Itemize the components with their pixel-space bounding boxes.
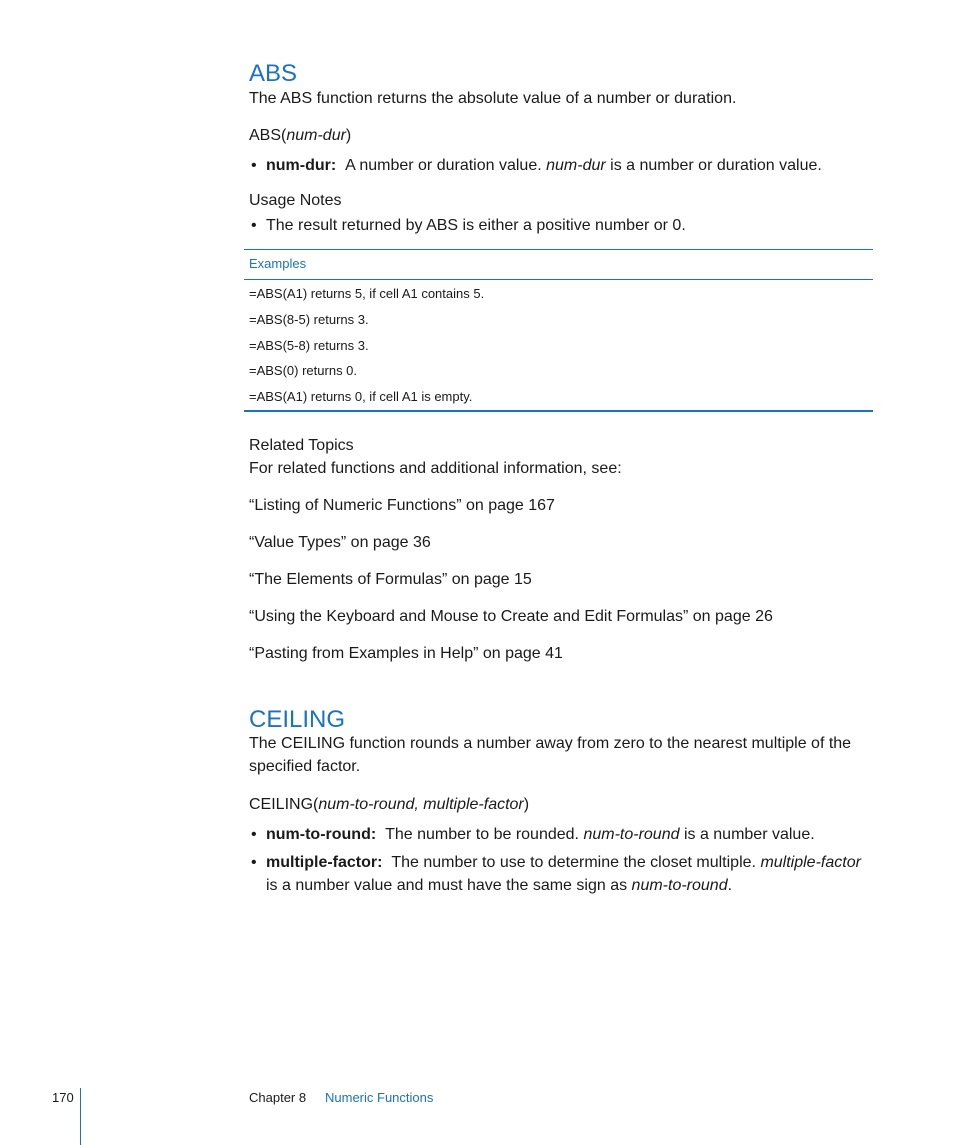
page-number: 170	[52, 1090, 74, 1105]
ceiling-syntax	[249, 793, 529, 816]
bullet-icon: •	[251, 217, 257, 234]
arg-line2-italic: num-to-round	[631, 877, 728, 894]
bullet-icon: •	[251, 157, 257, 174]
ceiling-syntax-name: CEILING	[249, 796, 314, 813]
abs-syntax-close: )	[345, 127, 352, 144]
arg-italic: multiple-factor	[760, 854, 861, 871]
bullet-icon: •	[251, 826, 257, 843]
ceiling-arg-multiple-factor-line2	[266, 874, 732, 897]
related-link[interactable]: “The Elements of Formulas” on page 15	[249, 571, 532, 588]
ceiling-syntax-args: num-to-round, multiple-factor	[318, 796, 524, 813]
ceiling-arg-multiple-factor	[266, 851, 861, 874]
examples-heading: Examples	[249, 256, 307, 271]
ceiling-syntax-close: )	[523, 796, 530, 813]
abs-syntax-args: num-dur	[286, 127, 346, 144]
arg-text: The number to be rounded.	[385, 826, 579, 843]
related-link[interactable]: “Listing of Numeric Functions” on page 167	[249, 497, 555, 514]
example-row: =ABS(5-8) returns 3.	[249, 338, 369, 353]
arg-name: multiple-factor:	[266, 854, 383, 871]
arg-italic: num-dur	[546, 157, 606, 174]
bullet-icon: •	[251, 854, 257, 871]
examples-top-rule	[244, 249, 873, 250]
example-row: =ABS(0) returns 0.	[249, 363, 358, 378]
abs-syntax-open: (	[281, 127, 287, 144]
footer-divider	[80, 1088, 81, 1145]
examples-bottom-rule	[244, 410, 873, 412]
abs-syntax	[249, 124, 351, 147]
arg-name: num-dur:	[266, 157, 337, 174]
abs-heading: ABS	[249, 60, 298, 87]
footer-section: Numeric Functions	[325, 1090, 434, 1105]
arg-italic: num-to-round	[583, 826, 680, 843]
example-row: =ABS(A1) returns 5, if cell A1 contains 5.	[249, 286, 485, 301]
ceiling-description-line1: The CEILING function rounds a number away from zero to the nearest multiple of the	[249, 735, 852, 752]
example-row: =ABS(A1) returns 0, if cell A1 is empty.	[249, 389, 473, 404]
abs-syntax-name: ABS	[249, 127, 282, 144]
example-row: =ABS(8-5) returns 3.	[249, 312, 369, 327]
footer-chapter: Chapter 8	[249, 1090, 307, 1105]
related-topics-heading: Related Topics	[249, 437, 354, 454]
ceiling-syntax-open: (	[313, 796, 319, 813]
arg-rest: is a number value.	[683, 826, 815, 843]
ceiling-description-line2: specified factor.	[249, 758, 361, 775]
arg-text: A number or duration value.	[345, 157, 542, 174]
usage-notes-heading: Usage Notes	[249, 192, 342, 209]
arg-name: num-to-round:	[266, 826, 377, 843]
arg-text: The number to use to determine the closet multiple.	[391, 854, 756, 871]
examples-header-rule	[244, 279, 873, 280]
usage-note: The result returned by ABS is either a positive number or 0.	[266, 217, 686, 234]
related-link[interactable]: “Using the Keyboard and Mouse to Create and Edit Formulas” on page 26	[249, 608, 773, 625]
arg-line2-post: .	[727, 877, 733, 894]
arg-line2-pre: is a number value and must have the same sign as	[266, 877, 628, 894]
related-link[interactable]: “Value Types” on page 36	[249, 534, 431, 551]
abs-arg-num-dur	[266, 154, 822, 177]
related-topics-intro: For related functions and additional information, see:	[249, 460, 622, 477]
arg-rest: is a number or duration value.	[610, 157, 822, 174]
ceiling-heading: CEILING	[249, 706, 346, 733]
abs-description: The ABS function returns the absolute value of a number or duration.	[249, 90, 737, 107]
ceiling-arg-num-to-round	[266, 823, 815, 846]
related-link[interactable]: “Pasting from Examples in Help” on page 41	[249, 645, 563, 662]
